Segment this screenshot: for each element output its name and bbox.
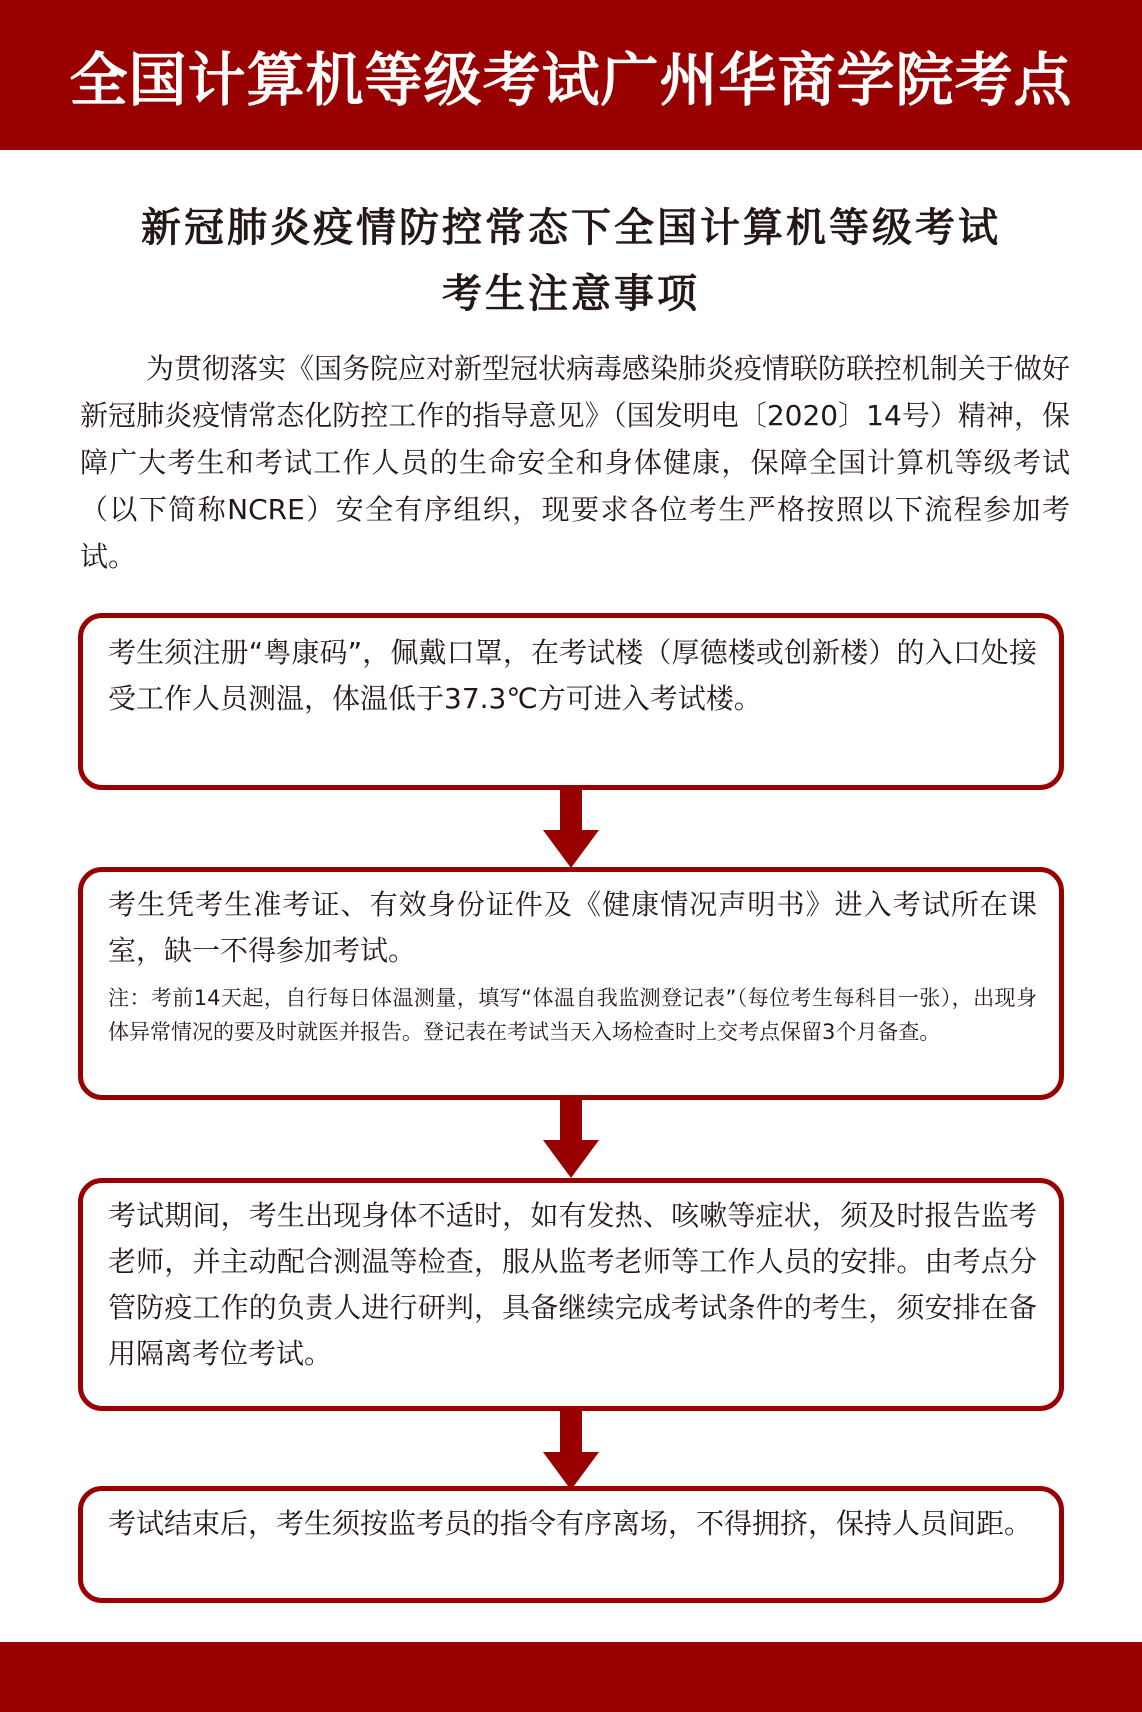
document-title-line1: 新冠肺炎疫情防控常态下全国计算机等级考试	[141, 204, 1001, 251]
header-title: 全国计算机等级考试广州华商学院考点	[69, 46, 1073, 114]
step-box-1	[78, 613, 1064, 790]
step-box-4	[78, 1486, 1064, 1603]
step-3-text: 考试期间，考生出现身体不适时，如有发热、咳嗽等症状，须及时报告监考老师，并主动配合测温等检查，服从监考老师等工作人员的安排。由考点分管防疫工作的负责人进行研判，具备继续完成考试条件的考生，须安排在备用隔离考位考试。	[108, 1199, 1037, 1370]
step-box-2	[78, 867, 1064, 1100]
header-bar	[0, 0, 1142, 150]
step-2-text: 考生凭考生准考证、有效身份证件及《健康情况声明书》进入考试所在课室，缺一不得参加考试。	[108, 888, 1037, 967]
down-arrow-icon	[543, 1410, 599, 1490]
document-title-line2: 考生注意事项	[442, 270, 700, 317]
footer-bar	[0, 1642, 1142, 1712]
down-arrow-icon	[543, 1098, 599, 1178]
step-4-text: 考试结束后，考生须按监考员的指令有序离场，不得拥挤，保持人员间距。	[108, 1507, 1033, 1540]
step-box-3	[78, 1178, 1064, 1411]
step-2-note: 注：考前14天起，自行每日体温测量，填写“体温自我监测登记表”（每位考生每科目一张），出现身体异常情况的要及时就医并报告。登记表在考试当天入场检查时上交考点保留3个月备查。	[108, 986, 1037, 1044]
intro-paragraph: 为贯彻落实《国务院应对新型冠状病毒感染肺炎疫情联防联控机制关于做好新冠肺炎疫情常态化防控工作的指导意见》（国发明电〔2020〕14号）精神，保障广大考生和考试工作人员的生命安全和身体健康，保障全国计算机等级考试（以下简称NCRE）安全有序组织，现要求各位考生严格按照以下流程参加考试。	[80, 352, 1071, 573]
down-arrow-icon	[543, 788, 599, 868]
step-1-text: 考生须注册“粤康码”，佩戴口罩，在考试楼（厚德楼或创新楼）的入口处接受工作人员测温，体温低于37.3℃方可进入考试楼。	[108, 636, 1037, 715]
